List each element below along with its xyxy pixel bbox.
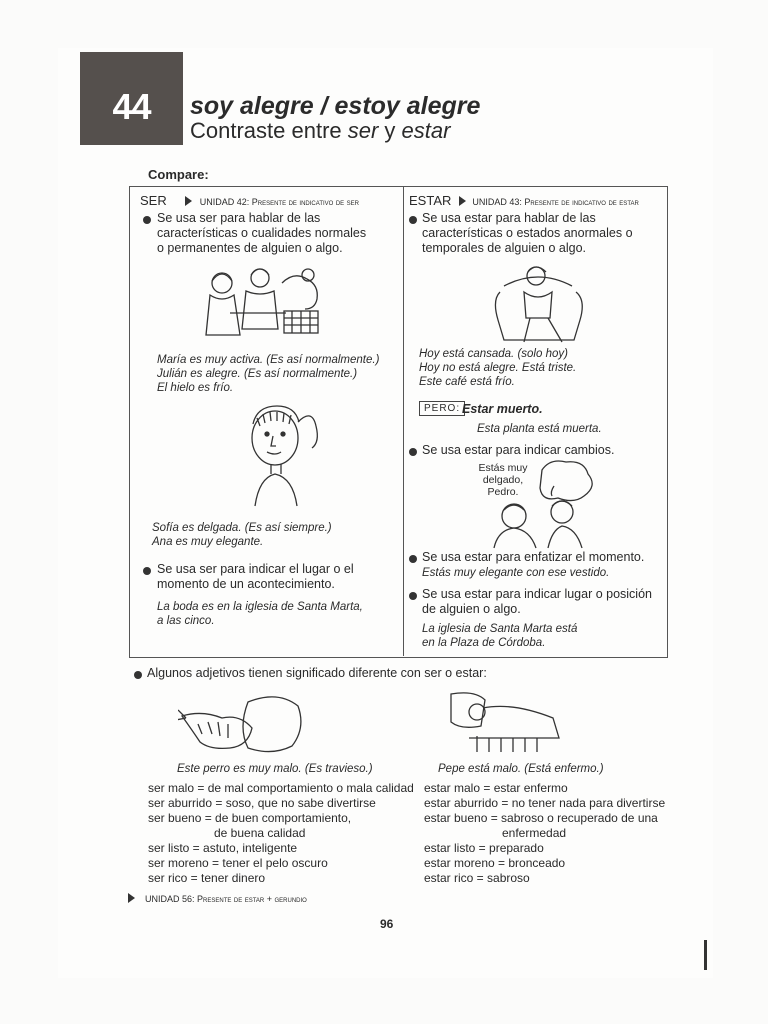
page-edge-mark (704, 940, 707, 970)
illustration-tired-woman-armchair (488, 262, 588, 344)
pero-label: PERO: (419, 401, 465, 416)
illustration-man-in-bed (447, 688, 562, 754)
ser-header: SER UNIDAD 42: Presente de indicativo de ser (140, 193, 359, 208)
bullet-icon (409, 448, 417, 456)
arrow-icon (185, 196, 192, 206)
bullet-icon (409, 555, 417, 563)
pero-text: Estar muerto. (462, 402, 543, 416)
estar-bullet3: Se usa estar para enfatizar el momento. (422, 550, 645, 564)
estar-header: ESTAR UNIDAD 43: Presente de indicativo de estar (409, 193, 639, 208)
caption-right: Pepe está malo. (Está enfermo.) (438, 763, 604, 775)
bullet-icon (409, 592, 417, 600)
ser-bullet1: Se usa ser para hablar de las características o cualidades normales o permanentes de alguien o algo. (157, 211, 367, 255)
bullet-icon (143, 216, 151, 224)
estar-bullet1: Se usa estar para hablar de las características o estados anormales o temporales de alguien o algo. (422, 211, 633, 255)
illustration-dog-pillow (178, 690, 308, 756)
ser-adjective-list: ser malo = de mal comportamiento o mala calidad ser aburrido = soso, que no sabe divertirse ser bueno = de buen comportamiento, de buena calidad ser listo = astuto, inteligente ser moreno = tener el pelo oscuro ser rico = tener dinero (148, 781, 414, 885)
ser-examples1: María es muy activa. (Es así normalmente.) Julián es alegre. (Es así normalmente.) El hielo es frío. (157, 354, 380, 394)
caption-left: Este perro es muy malo. (Es travieso.) (177, 763, 373, 775)
ser-examples2: Sofía es delgada. (Es así siempre.) Ana es muy elegante. (152, 522, 332, 548)
unit-number: 44 (112, 86, 151, 127)
ser-unit-ref[interactable]: UNIDAD 42: Presente de indicativo de ser (199, 197, 359, 207)
estar-adjective-list: estar malo = estar enfermo estar aburrido = no tener nada para divertirse estar bueno = sabroso o recuperado de una enfermedad estar listo = preparado estar moreno = bronceado estar rico = sabroso (424, 781, 666, 885)
illustration-girl-ponytail (243, 402, 328, 508)
page-number: 96 (380, 917, 394, 931)
arrow-icon (128, 893, 135, 903)
unit-title: soy alegre / estoy alegre (190, 92, 481, 120)
estar-bullet2: Se usa estar para indicar cambios. (422, 443, 615, 457)
estar-unit-ref[interactable]: UNIDAD 43: Presente de indicativo de estar (472, 197, 639, 207)
estar-example4: La iglesia de Santa Marta está en la Plaza de Córdoba. (422, 623, 578, 649)
estar-bullet4: Se usa estar para indicar lugar o posición de alguien o algo. (422, 587, 652, 616)
compare-label: Compare: (148, 167, 209, 182)
unit-number-box (80, 52, 183, 145)
bullet-icon (134, 671, 142, 679)
ser-examples3: La boda es en la iglesia de Santa Marta, a las cinco. (157, 601, 363, 627)
unit-subtitle: Contraste entre ser y estar (190, 118, 451, 143)
illustration-people-table (200, 263, 325, 339)
bullet-icon (409, 216, 417, 224)
pero-example: Esta planta está muerta. (477, 423, 602, 435)
bullet-icon (143, 567, 151, 575)
estar-example3: Estás muy elegante con ese vestido. (422, 567, 610, 579)
adjectives-intro: Algunos adjetivos tienen significado diferente con ser o estar: (147, 666, 487, 680)
ser-bullet2: Se usa ser para indicar el lugar o el momento de un acontecimiento. (157, 562, 354, 591)
footer-ref: UNIDAD 56: Presente de estar + gerundio (128, 891, 307, 905)
table-divider (403, 186, 404, 656)
illustration-two-men-talking (460, 458, 610, 550)
arrow-icon (459, 196, 466, 206)
speech-bubble: Estás muy delgado, Pedro. (478, 462, 528, 498)
estar-examples1: Hoy está cansada. (solo hoy) Hoy no está alegre. Está triste. Este café está frío. (419, 348, 577, 388)
